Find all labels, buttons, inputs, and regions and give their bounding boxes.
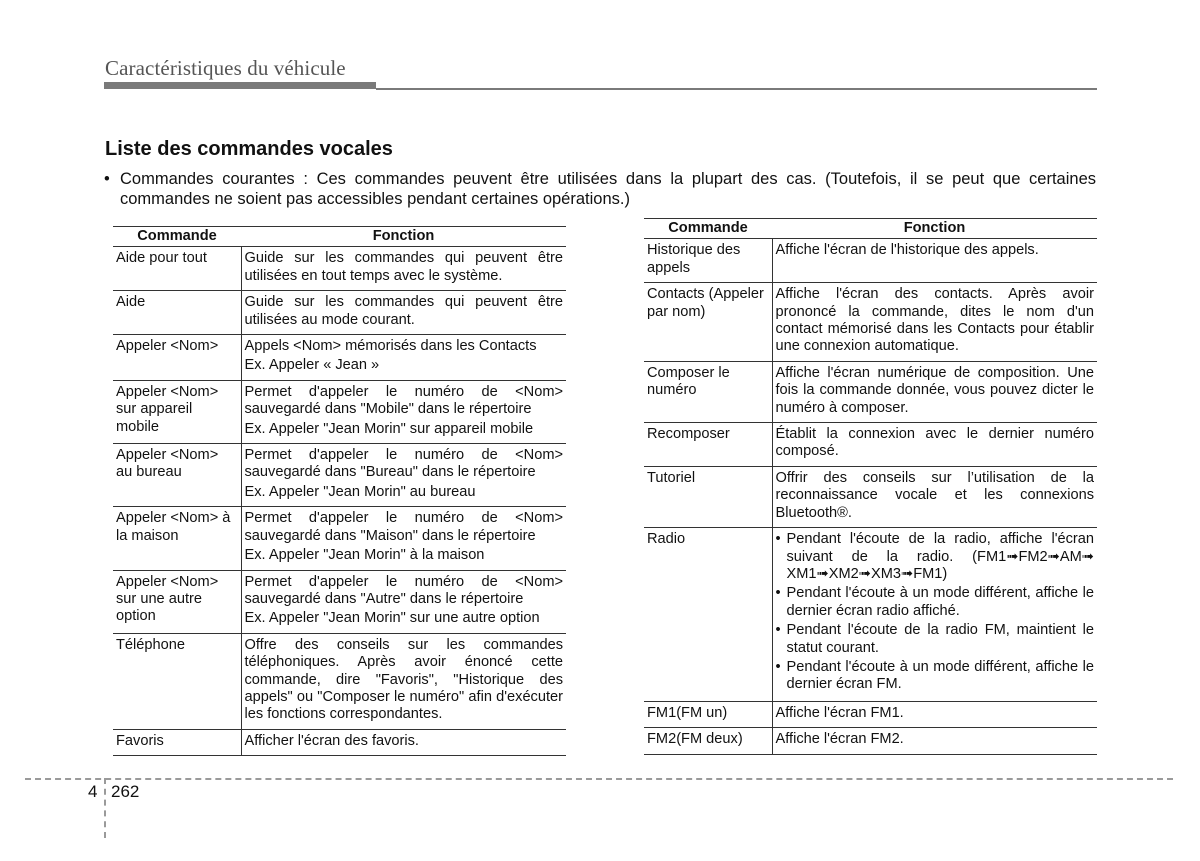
command-cell: Appeler <Nom> à la maison [113, 507, 241, 570]
function-cell [772, 283, 1097, 362]
intro-paragraph [104, 169, 1096, 209]
function-text: Offrir des conseils sur l’utilisation de la reconnaissance vocale et les connexions Bluetooth®. [775, 469, 1094, 521]
table-row [113, 380, 566, 443]
command-cell: Appeler <Nom> [113, 335, 241, 381]
intro-text: Commandes courantes : Ces commandes peuvent être utilisées dans la plupart des cas. (Toutefois, il se peut que certaines commandes ne soient pas accessibles pendant certaines opérations.) [120, 170, 1096, 208]
function-text: Permet d'appeler le numéro de <Nom> sauvegardé dans "Mobile" dans le répertoire [244, 383, 563, 418]
commands-table-right [644, 218, 1097, 755]
command-cell: Appeler <Nom> sur appareil mobile [113, 380, 241, 443]
function-bullet-item: • Pendant l'écoute à un mode différent, affiche le dernier écran FM. [776, 659, 1095, 694]
function-text: Affiche l'écran de l'historique des appels. [775, 242, 1039, 259]
footer-dashed-divider [104, 778, 106, 838]
table-row [113, 247, 566, 291]
header-rule-thin [376, 88, 1097, 90]
intro-bullet: • [104, 170, 110, 188]
command-cell: Aide pour tout [113, 247, 241, 291]
function-text: Permet d'appeler le numéro de <Nom> sauvegardé dans "Maison" dans le répertoire [244, 510, 563, 544]
function-bullet-list [776, 531, 1095, 694]
table-row [644, 423, 1097, 467]
function-cell [772, 466, 1097, 527]
function-text: Établit la connexion avec le dernier numéro composé. [775, 426, 1094, 460]
section-title: Liste des commandes vocales [105, 138, 393, 160]
table-row [113, 444, 566, 507]
example-text: Ex. Appeler « Jean » [244, 357, 380, 374]
function-text: Affiche l'écran FM1. [775, 704, 904, 721]
page-number: 262 [111, 782, 140, 801]
function-cell [772, 423, 1097, 467]
header-commande: Commande [113, 227, 241, 247]
function-text: Affiche l'écran numérique de composition. Une fois la commande donnée, vous pouvez dicter le numéro à composer. [775, 364, 1094, 416]
function-cell [772, 528, 1097, 702]
function-cell [772, 361, 1097, 422]
command-cell: Radio [644, 528, 772, 702]
chapter-number: 4 [88, 782, 98, 801]
example-text: Ex. Appeler "Jean Morin" à la maison [244, 547, 485, 564]
header-fonction: Fonction [241, 227, 566, 247]
function-text: Permet d'appeler le numéro de <Nom> sauvegardé dans "Bureau" dans le répertoire [244, 447, 563, 481]
command-cell: Composer le numéro [644, 361, 772, 422]
table-header-row [644, 219, 1097, 239]
header-commande: Commande [644, 219, 772, 239]
function-cell [241, 633, 566, 729]
function-bullet-item: • Pendant l'écoute de la radio FM, maintient le statut courant. [776, 622, 1095, 657]
function-text: Appels <Nom> mémorisés dans les Contacts [244, 338, 537, 355]
function-cell [241, 291, 566, 335]
header-rule-thick [104, 82, 376, 89]
function-cell [241, 444, 566, 507]
table-row [113, 335, 566, 381]
table-row [644, 728, 1097, 754]
command-cell: Téléphone [113, 633, 241, 729]
table-row [644, 283, 1097, 362]
table-row [644, 701, 1097, 727]
command-cell: Appeler <Nom> sur une autre option [113, 570, 241, 633]
function-bullet-item: • Pendant l'écoute de la radio, affiche l'écran suivant de la radio. (FM1➟FM2➟AM➟ XM1➟XM2➟XM3➟FM1) [776, 531, 1095, 583]
function-text: Permet d'appeler le numéro de <Nom> sauvegardé dans "Autre" dans le répertoire [244, 573, 563, 607]
function-cell [241, 729, 566, 755]
command-cell: Tutoriel [644, 466, 772, 527]
table-row [113, 729, 566, 755]
example-text: Ex. Appeler "Jean Morin" sur appareil mobile [244, 420, 534, 437]
function-cell [241, 335, 566, 381]
header-title: Caractéristiques du véhicule [105, 56, 346, 80]
table-row [644, 361, 1097, 422]
command-cell: Historique des appels [644, 239, 772, 283]
table-row [644, 466, 1097, 527]
function-cell [772, 701, 1097, 727]
command-cell: Favoris [113, 729, 241, 755]
function-cell [241, 507, 566, 570]
table-row [113, 633, 566, 729]
command-cell: Recomposer [644, 423, 772, 467]
function-cell [241, 380, 566, 443]
command-cell: FM2(FM deux) [644, 728, 772, 754]
function-text: Afficher l'écran des favoris. [244, 732, 419, 749]
command-cell: Contacts (Appeler par nom) [644, 283, 772, 362]
example-text: Ex. Appeler "Jean Morin" sur une autre option [244, 610, 540, 627]
header-fonction: Fonction [772, 219, 1097, 239]
function-cell [772, 239, 1097, 283]
table-row [113, 291, 566, 335]
function-text: Affiche l'écran des contacts. Après avoir prononcé la commande, dites le nom d'un contact mémorisé dans les Contacts pour établir une connexion automatique. [775, 286, 1094, 355]
function-bullet-item: • Pendant l'écoute à un mode différent, affiche le dernier écran radio affiché. [776, 585, 1095, 620]
function-cell [772, 728, 1097, 754]
command-cell: Aide [113, 291, 241, 335]
table-row [113, 507, 566, 570]
function-text: Offre des conseils sur les commandes téléphoniques. Après avoir énoncé cette commande, dire "Favoris", "Historique des appels" ou "Composer le numéro" afin d'exécuter les fonctions correspondantes. [244, 636, 563, 723]
footer-dashed-rule [25, 778, 1173, 780]
function-text: Guide sur les commandes qui peuvent être utilisées en tout temps avec le système. [244, 250, 563, 284]
table-row [644, 528, 1097, 702]
function-cell [241, 247, 566, 291]
function-text: Affiche l'écran FM2. [775, 731, 904, 748]
table-row [644, 239, 1097, 283]
commands-table-left [113, 226, 566, 756]
command-cell: FM1(FM un) [644, 701, 772, 727]
command-cell: Appeler <Nom> au bureau [113, 444, 241, 507]
example-text: Ex. Appeler "Jean Morin" au bureau [244, 483, 476, 500]
function-cell [241, 570, 566, 633]
table-row [113, 570, 566, 633]
function-text: Guide sur les commandes qui peuvent être utilisées au mode courant. [244, 294, 563, 328]
table-header-row [113, 227, 566, 247]
